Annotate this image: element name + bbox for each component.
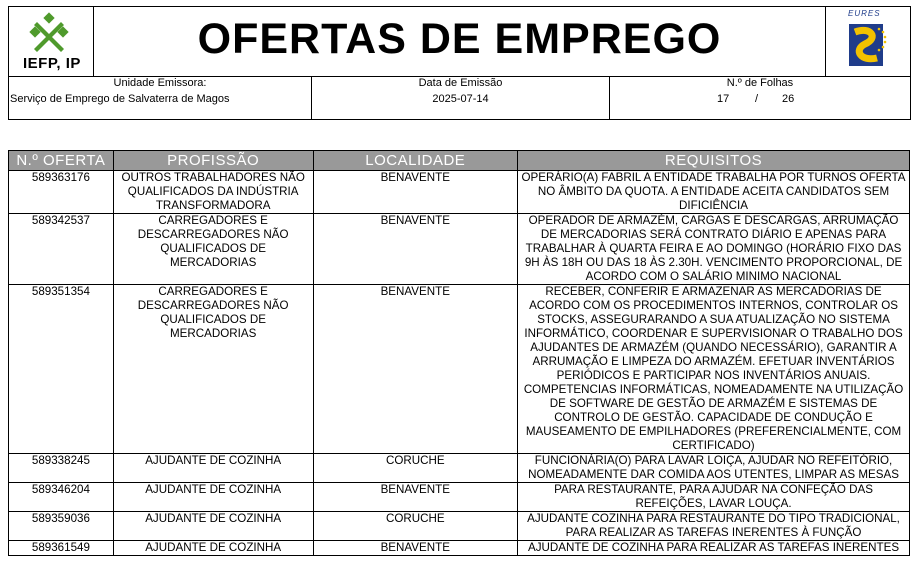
header-title-bar — [8, 6, 911, 77]
table-row — [9, 512, 910, 541]
requirements: OPERADOR DE ARMAZÉM, CARGAS E DESCARGAS, ARRUMAÇÃO DE MERCADORIAS SERÁ CONTRATO DIÁRIO E APENAS PARA TRABALHAR À QUARTA FEIRA E AO DOMINGO (HORÁRIO FIXO DAS 9H ÀS 18H OU DAS 18 ÀS 2.30H. VENCIMENTO PROPORCIONAL, DE ACORDO COM O SALÁRIO MINIMO NACIONAL — [518, 214, 910, 285]
issue-date-cell — [312, 76, 610, 119]
offer-number: 589351354 — [9, 285, 114, 454]
offer-number: 589363176 — [9, 171, 114, 214]
location: BENAVENTE — [313, 541, 518, 556]
profession: AJUDANTE DE COZINHA — [113, 483, 313, 512]
page-title: OFERTAS DE EMPREGO — [197, 15, 722, 63]
location: BENAVENTE — [313, 483, 518, 512]
location: BENAVENTE — [313, 285, 518, 454]
issuing-unit-label: Unidade Emissora: — [113, 77, 207, 89]
sheet-count-label: N.º de Folhas — [726, 77, 794, 89]
location: CORUCHE — [313, 454, 518, 483]
iefp-logo-text: IEFP, IP — [23, 55, 81, 72]
offer-number: 589346204 — [9, 483, 114, 512]
eures-logo — [825, 7, 910, 76]
issue-date-value: 2025-07-14 — [432, 93, 489, 105]
column-header-location: LOCALIDADE — [313, 151, 518, 171]
profession: OUTROS TRABALHADORES NÃO QUALIFICADOS DA INDÚSTRIA TRANSFORMADORA — [113, 171, 313, 214]
current-sheet: 17 — [717, 93, 730, 105]
issuing-unit-value: Serviço de Emprego de Salvaterra de Magos — [10, 93, 230, 105]
column-header-profession: PROFISSÃO — [113, 151, 313, 171]
location: CORUCHE — [313, 512, 518, 541]
profession: AJUDANTE DE COZINHA — [113, 454, 313, 483]
table-row — [9, 285, 910, 454]
location: BENAVENTE — [313, 171, 518, 214]
offer-number: 589361549 — [9, 541, 114, 556]
offer-number: 589338245 — [9, 454, 114, 483]
location: BENAVENTE — [313, 214, 518, 285]
sheet-separator: / — [755, 93, 759, 105]
total-sheets: 26 — [782, 93, 795, 105]
eures-emblem-icon — [843, 12, 893, 70]
column-header-offer-number: N.º OFERTA — [9, 151, 114, 171]
requirements: RECEBER, CONFERIR E ARMAZENAR AS MERCADORIAS DE ACORDO COM OS PROCEDIMENTOS INTERNOS, CONTROLAR OS STOCKS, ASSEGURARANDO A SUA ATUALIZAÇÃO NO SISTEMA INFORMÁTICO, COORDENAR E SUPERVISIONAR O TRABALHO DOS AJUDANTES DE ARMAZÉM (QUANDO NECESSÁRIO), GARANTIR A ARRUMAÇÃO E LIMPEZA DO ARMAZÉM. EFETUAR INVENTÁRIOS PERIÓDICOS E PARTICIPAR NOS INVENTÁRIOS ANUAIS. COMPETENCIAS INFORMÁTICAS, NOMEADAMENTE NA UTILIZAÇÃO DE SOFTWARE DE GESTÃO DE ARMAZÉM E SISTEMAS DE CONTROLO DE GESTÃO. CAPACIDADE DE CONDUÇÃO E MAUSEAMENTO DE EMPILHADORES (PREFERENCIALMENTE, COM CERTIFICADO) — [518, 285, 910, 454]
table-row — [9, 214, 910, 285]
offer-number: 589342537 — [9, 214, 114, 285]
table-row — [9, 454, 910, 483]
profession: AJUDANTE DE COZINHA — [113, 541, 313, 556]
issue-date-label: Data de Emissão — [418, 77, 503, 89]
document-header — [8, 6, 911, 119]
table-header-row — [9, 151, 910, 171]
offer-number: 589359036 — [9, 512, 114, 541]
table-row — [9, 171, 910, 214]
column-header-requirements: REQUISITOS — [518, 151, 910, 171]
table-row — [9, 541, 910, 556]
header-info-bar — [8, 76, 911, 120]
profession: AJUDANTE DE COZINHA — [113, 512, 313, 541]
requirements: OPERÁRIO(A) FABRIL A ENTIDADE TRABALHA POR TURNOS OFERTA NO ÂMBITO DA QUOTA. A ENTIDADE ACEITA CANDIDATOS SEM DIFICIÊNCIA — [518, 171, 910, 214]
iefp-logo — [9, 7, 94, 76]
requirements: PARA RESTAURANTE, PARA AJUDAR NA CONFEÇÃO DAS REFEIÇÕES, LAVAR LOUÇA. — [518, 483, 910, 512]
issuing-unit-cell — [9, 76, 312, 119]
profession: CARREGADORES E DESCARREGADORES NÃO QUALIFICADOS DE MERCADORIAS — [113, 214, 313, 285]
table-row — [9, 483, 910, 512]
requirements: AJUDANTE COZINHA PARA RESTAURANTE DO TIPO TRADICIONAL, PARA REALIZAR AS TAREFAS INERENTES À FUNÇÃO — [518, 512, 910, 541]
eures-logo-text: EURES — [848, 9, 881, 18]
requirements: FUNCIONÁRIA(O) PARA LAVAR LOIÇA, AJUDAR NO REFEITÓRIO, NOMEADAMENTE DAR COMIDA AOS UTENTES, LIMPAR AS MESAS — [518, 454, 910, 483]
requirements: AJUDANTE DE COZINHA PARA REALIZAR AS TAREFAS INERENTES — [518, 541, 910, 556]
iefp-emblem-icon — [29, 12, 69, 52]
sheet-count-cell — [610, 76, 910, 119]
job-offers-table — [8, 150, 910, 556]
profession: CARREGADORES E DESCARREGADORES NÃO QUALIFICADOS DE MERCADORIAS — [113, 285, 313, 454]
